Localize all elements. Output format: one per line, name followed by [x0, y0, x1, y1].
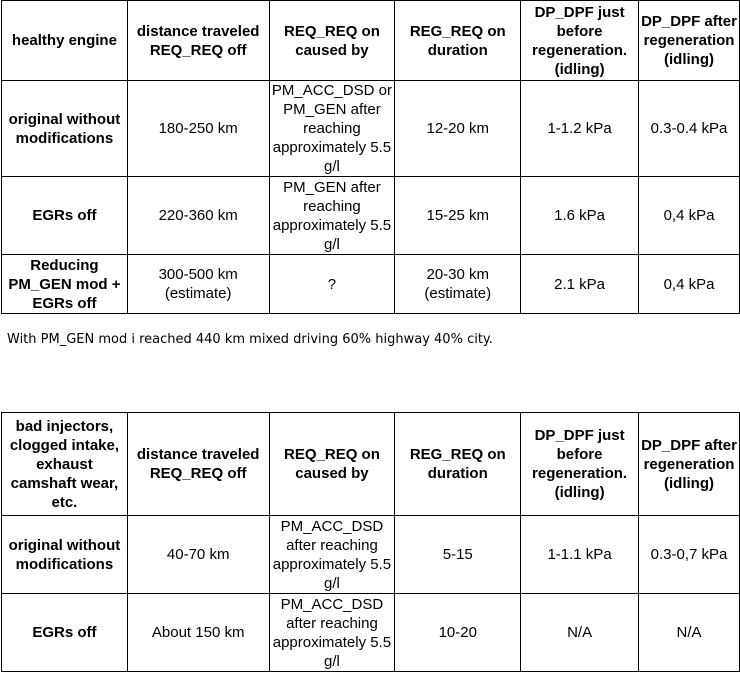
table-cell: 0.3-0,7 kPa	[639, 516, 740, 594]
table-cell: 20-30 km (estimate)	[395, 255, 521, 314]
note-text: With PM_GEN mod i reached 440 km mixed driving 60% highway 40% city.	[7, 332, 493, 347]
header-cell: distance traveled REQ_REQ off	[127, 1, 269, 81]
table-row	[2, 177, 740, 255]
table-header-row	[2, 413, 740, 516]
table-cell: 0,4 kPa	[639, 177, 740, 255]
table-cell: ?	[269, 255, 395, 314]
table-cell: 1-1.1 kPa	[521, 516, 639, 594]
table-row	[2, 594, 740, 672]
table-cell: PM_ACC_DSD after reaching approximately 5.5 g/l	[269, 594, 395, 672]
table-cell: 12-20 km	[395, 81, 521, 177]
table-cell: 15-25 km	[395, 177, 521, 255]
header-cell: REG_REQ on duration	[395, 1, 521, 81]
header-cell: bad injectors, clogged intake, exhaust camshaft wear, etc.	[2, 413, 128, 516]
table-row	[2, 255, 740, 314]
table-cell: 0.3-0.4 kPa	[639, 81, 740, 177]
table-cell: PM_ACC_DSD or PM_GEN after reaching approximately 5.5 g/l	[269, 81, 395, 177]
table-cell: 5-15	[395, 516, 521, 594]
table-row	[2, 516, 740, 594]
header-cell: healthy engine	[2, 1, 128, 81]
header-cell: DP_DPF after regeneration (idling)	[639, 1, 740, 81]
row-label: EGRs off	[2, 177, 128, 255]
header-cell: REQ_REQ on caused by	[269, 1, 395, 81]
bad-engine-table	[1, 412, 740, 672]
row-label: Reducing PM_GEN mod + EGRs off	[2, 255, 128, 314]
header-cell: distance traveled REQ_REQ off	[127, 413, 269, 516]
row-label: original without modifications	[2, 516, 128, 594]
table-cell: N/A	[639, 594, 740, 672]
row-label: EGRs off	[2, 594, 128, 672]
header-cell: DP_DPF after regeneration (idling)	[639, 413, 740, 516]
table-row	[2, 81, 740, 177]
table-cell: 180-250 km	[127, 81, 269, 177]
table-cell: 1-1.2 kPa	[521, 81, 639, 177]
table-cell: About 150 km	[127, 594, 269, 672]
table-header-row	[2, 1, 740, 81]
header-cell: DP_DPF just before regeneration. (idling)	[521, 413, 639, 516]
table-cell: 10-20	[395, 594, 521, 672]
table-cell: 2.1 kPa	[521, 255, 639, 314]
table-cell: 40-70 km	[127, 516, 269, 594]
table-cell: 0,4 kPa	[639, 255, 740, 314]
header-cell: DP_DPF just before regeneration. (idling)	[521, 1, 639, 81]
table-cell: PM_GEN after reaching approximately 5.5 g/l	[269, 177, 395, 255]
header-cell: REG_REQ on duration	[395, 413, 521, 516]
table-cell: N/A	[521, 594, 639, 672]
table-cell: 1.6 kPa	[521, 177, 639, 255]
table-cell: 300-500 km (estimate)	[127, 255, 269, 314]
header-cell: REQ_REQ on caused by	[269, 413, 395, 516]
table-cell: 220-360 km	[127, 177, 269, 255]
healthy-engine-table	[1, 0, 740, 314]
table-cell: PM_ACC_DSD after reaching approximately 5.5 g/l	[269, 516, 395, 594]
row-label: original without modifications	[2, 81, 128, 177]
